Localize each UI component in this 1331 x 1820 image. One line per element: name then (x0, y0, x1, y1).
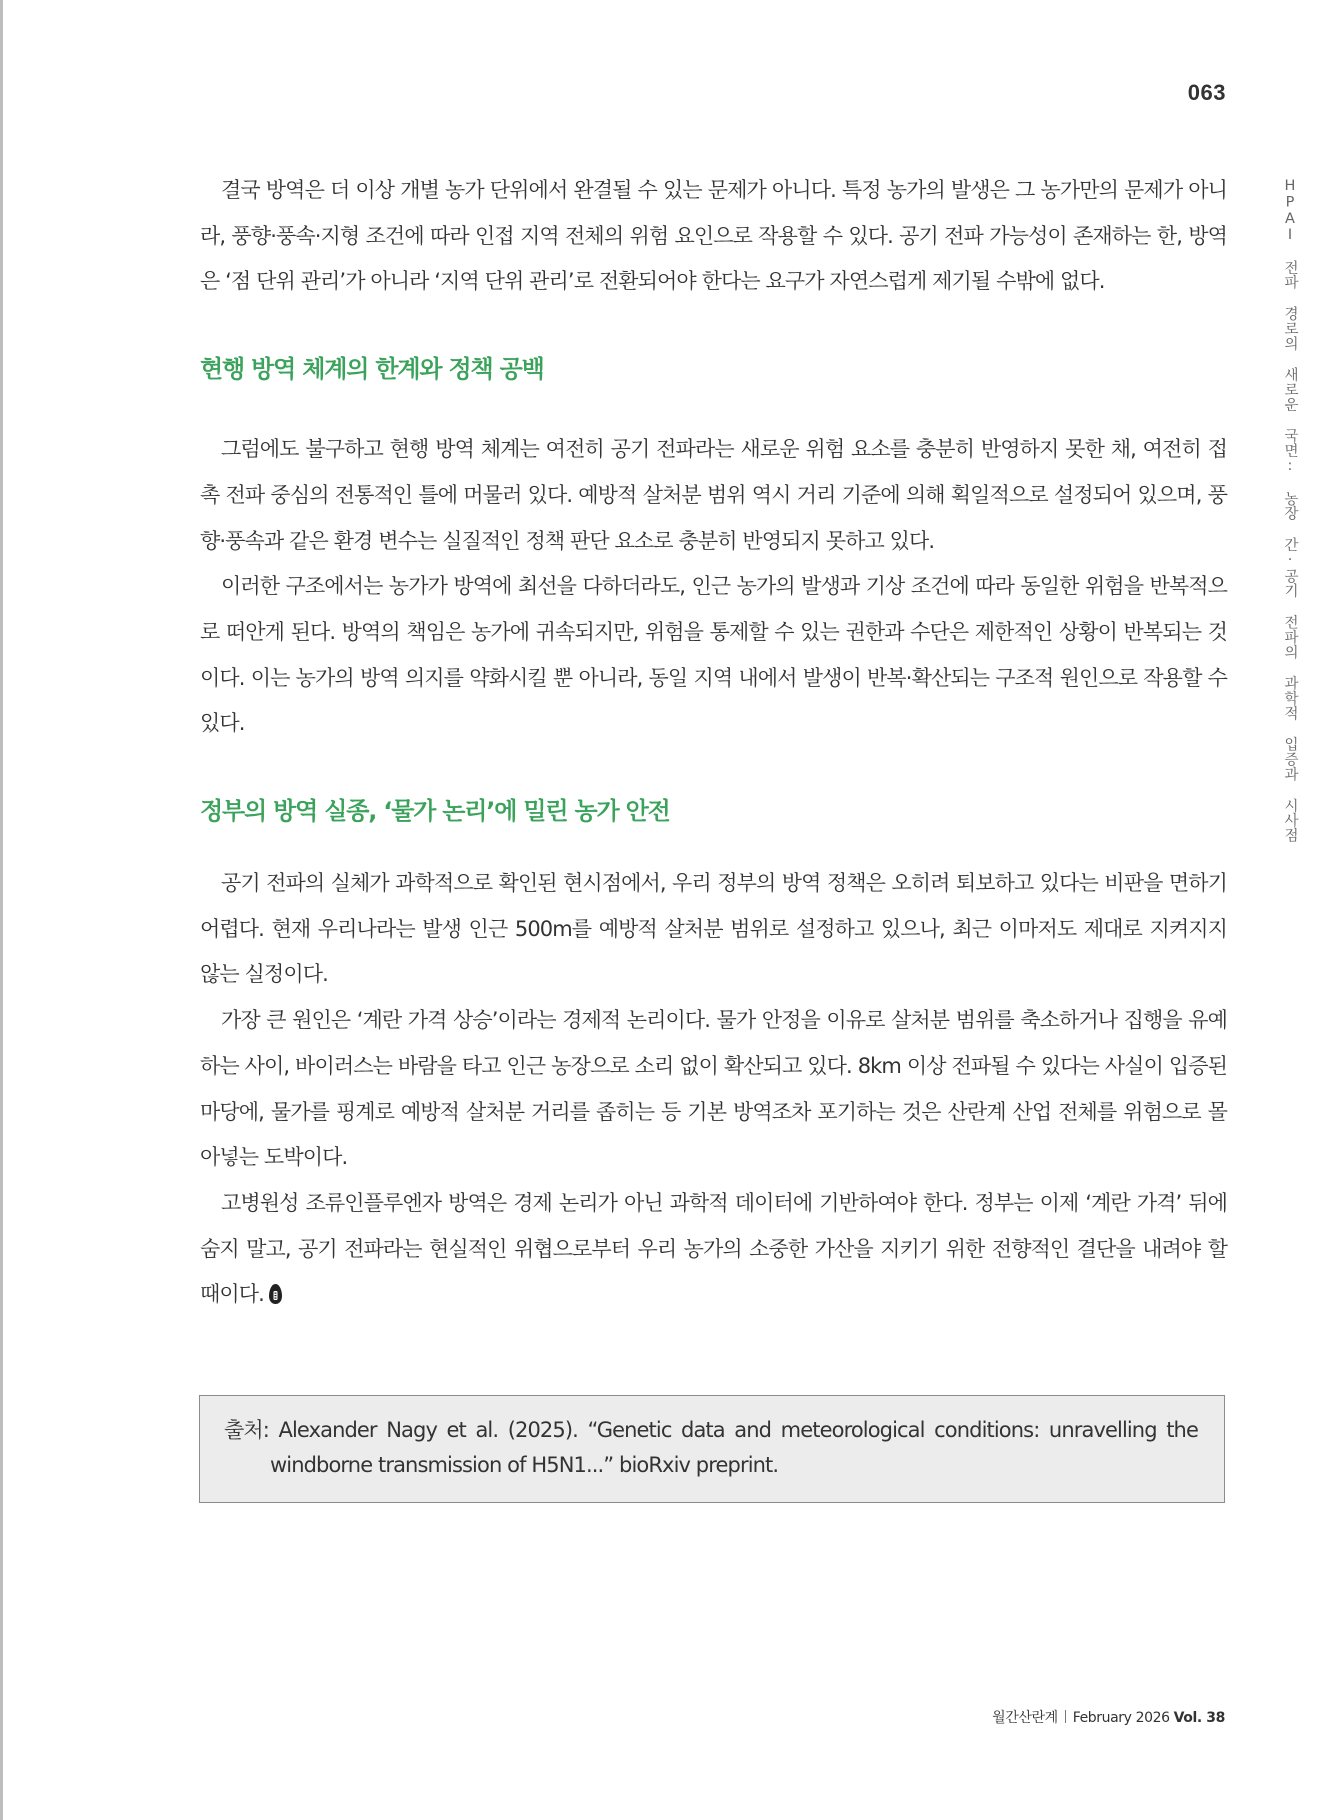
page-left-rule (0, 0, 3, 1820)
section-heading-government-policy: 정부의 방역 실종, ‘물가 논리’에 밀린 농가 안전 (200, 797, 670, 826)
footer-issue: February 2026 (1072, 1710, 1170, 1726)
body-paragraph: 그럼에도 불구하고 현행 방역 체계는 여전히 공기 전파라는 새로운 위험 요소를 충분히 반영하지 못한 채, 여전히 접촉 전파 중심의 전통적인 틀에 머물러 있다. 예방적 살처분 범위 역시 거리 기준에 의해 획일적으로 설정되어 있으며, 풍향·풍속과 같은 환경 변수는 실질적인 정책 판단 요소로 충분히 반영되지 못하고 있다. (200, 437, 1227, 553)
page-footer (992, 1707, 1225, 1727)
article-body (200, 168, 1227, 1318)
closing-paragraph-text: 고병원성 조류인플루엔자 방역은 경제 논리가 아닌 과학적 데이터에 기반하여야 한다. 정부는 이제 ‘계란 가격’ 뒤에 숨지 말고, 공기 전파라는 현실적인 위협으로부터 우리 농가의 소중한 가산을 지키기 위한 전향적인 결단을 내려야 할 때이다. (200, 1190, 1227, 1307)
footer-volume: Vol. 38 (1173, 1710, 1225, 1726)
footer-magazine-name: 월간산란계 (992, 1710, 1058, 1726)
page-number: 063 (1187, 80, 1226, 105)
section-heading-policy-gap: 현행 방역 체계의 한계와 정책 공백 (200, 355, 544, 384)
source-citation: 출처: Alexander Nagy et al. (2025). “Genetic data and meteorological conditions: unravelling the windborne transmission of H5N1...” bioRxiv preprint. (224, 1418, 1198, 1477)
closing-paragraph (200, 1181, 1227, 1318)
footer-divider (1065, 1710, 1066, 1723)
body-paragraph: 공기 전파의 실체가 과학적으로 확인된 현시점에서, 우리 정부의 방역 정책은 오히려 퇴보하고 있다는 비판을 면하기 어렵다. 현재 우리나라는 발생 인근 500m를 예방적 살처분 범위로 설정하고 있으나, 최근 이마저도 제대로 지켜지지 않는 실정이다. (200, 871, 1227, 987)
body-paragraph: 가장 큰 원인은 ‘계란 가격 상승’이라는 경제적 논리이다. 물가 안정을 이유로 살처분 범위를 축소하거나 집행을 유예하는 사이, 바이러스는 바람을 타고 인근 농장으로 소리 없이 확산되고 있다. 8km 이상 전파될 수 있다는 사실이 입증된 마당에, 물가를 핑계로 예방적 살처분 거리를 좁히는 등 기본 방역조차 포기하는 것은 산란계 산업 전체를 위험으로 몰아넣는 도박이다. (200, 1008, 1227, 1170)
body-paragraph: 이러한 구조에서는 농가가 방역에 최선을 다하더라도, 인근 농가의 발생과 기상 조건에 따라 동일한 위험을 반복적으로 떠안게 된다. 방역의 책임은 농가에 귀속되지만, 위험을 통제할 수 있는 권한과 수단은 제한적인 상황이 반복되는 것이다. 이는 농가의 방역 의지를 약화시킬 뿐 아니라, 동일 지역 내에서 발생이 반복·확산되는 구조적 원인으로 작용할 수 있다. (200, 574, 1227, 736)
running-side-title: HPAI 전파 경로의 새로운 국면: 농장 간·공기 전파의 과학적 입증과 시사점 (1282, 178, 1298, 843)
egg-end-mark-icon (268, 1283, 283, 1305)
intro-paragraph: 결국 방역은 더 이상 개별 농가 단위에서 완결될 수 있는 문제가 아니다. 특정 농가의 발생은 그 농가만의 문제가 아니라, 풍향·풍속·지형 조건에 따라 인접 지역 전체의 위험 요인으로 작용할 수 있다. 공기 전파 가능성이 존재하는 한, 방역은 ‘점 단위 관리’가 아니라 ‘지역 단위 관리’로 전환되어야 한다는 요구가 자연스럽게 제기될 수밖에 없다. (200, 178, 1227, 294)
source-citation-box (199, 1395, 1225, 1503)
